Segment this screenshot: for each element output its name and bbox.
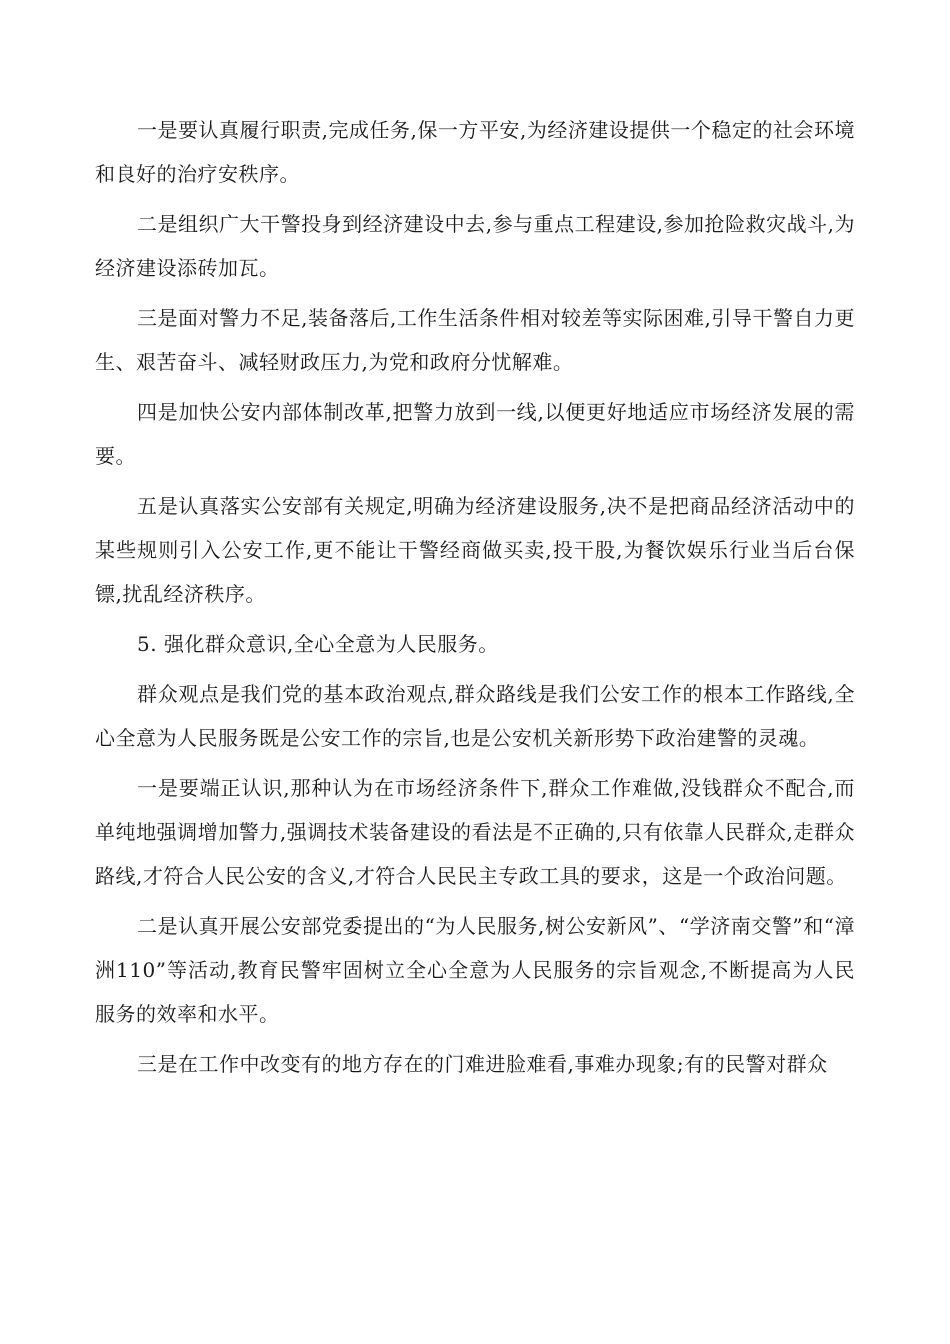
paragraph-7: 群众观点是我们党的基本政治观点,群众路线是我们公安工作的根本工作路线,全心全意为人民服务既是公安工作的宗旨,也是公安机关新形势下政治建警的灵魂。 [95,682,855,750]
document-body [95,108,855,1092]
paragraph-9: 二是认真开展公安部党委提出的“为人民服务,树公安新风”、“学济南交警”和“漳洲110”等活动,教育民警牢固树立全心全意为人民服务的宗旨观念,不断提高为人民服务的效率和水平。 [95,914,855,1026]
paragraph-8: 一是要端正认识,那种认为在市场经济条件下,群众工作难做,没钱群众不配合,而单纯地强调增加警力,强调技术装备建设的看法是不正确的,只有依靠人民群众,走群众路线,才符合人民公安的含义,才符合人民民主专政工具的要求，这是一个政治问题。 [95,776,855,888]
paragraph-2: 二是组织广大干警投身到经济建设中去,参与重点工程建设,参加抢险救灾战斗,为经济建设添砖加瓦。 [95,212,855,280]
section-heading-5: 5. 强化群众意识,全心全意为人民服务。 [137,632,499,656]
paragraph-5: 五是认真落实公安部有关规定,明确为经济建设服务,决不是把商品经济活动中的某些规则引入公安工作,更不能让干警经商做买卖,投干股,为餐饮娱乐行业当后台保镖,扰乱经济秩序。 [95,494,855,606]
paragraph-1: 一是要认真履行职责,完成任务,保一方平安,为经济建设提供一个稳定的社会环境和良好的治疗安秩序。 [95,118,855,186]
paragraph-4: 四是加快公安内部体制改革,把警力放到一线,以便更好地适应市场经济发展的需要。 [95,400,855,468]
paragraph-10: 三是在工作中改变有的地方存在的门难进脸难看,事难办现象;有的民警对群众 [137,1052,828,1076]
paragraph-3: 三是面对警力不足,装备落后,工作生活条件相对较差等实际困难,引导干警自力更生、艰苦奋斗、减轻财政压力,为党和政府分忧解难。 [95,306,855,374]
